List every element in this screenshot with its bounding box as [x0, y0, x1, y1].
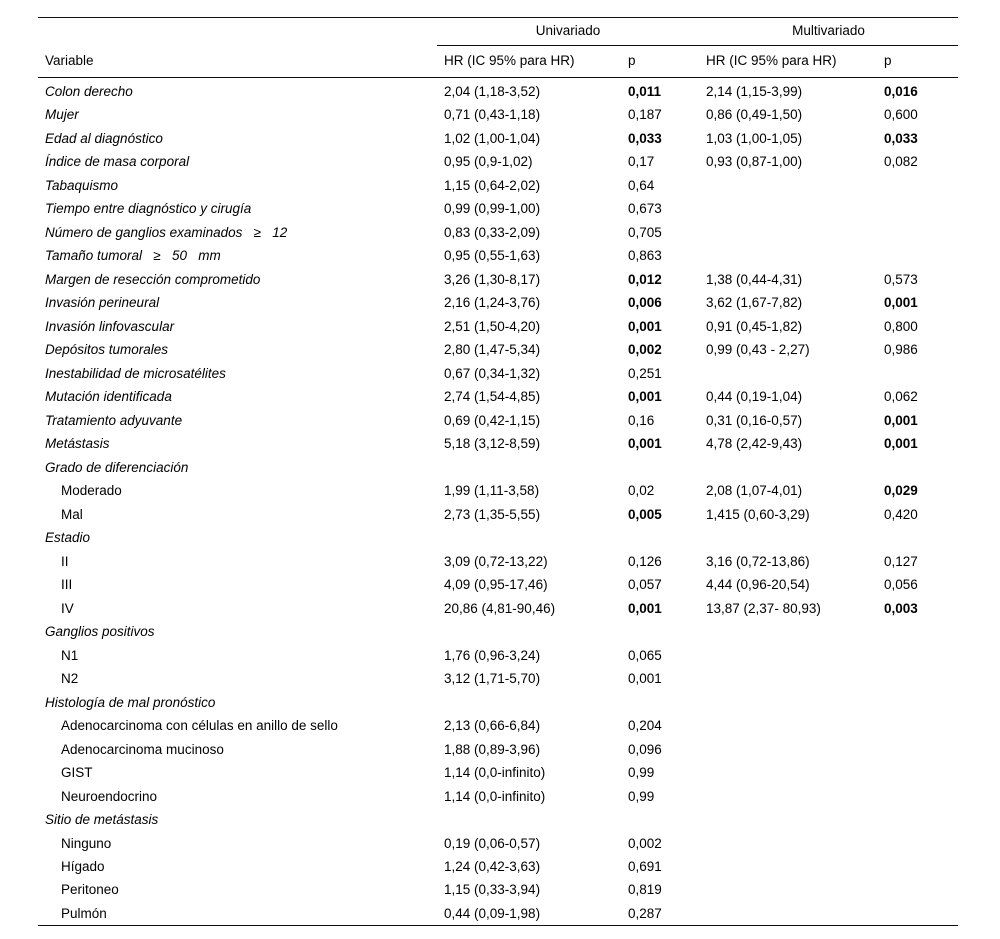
- hr-univariado-cell: 1,15 (0,33-3,94): [444, 882, 541, 898]
- table-row: [38, 644, 958, 667]
- p-multivariado-cell: 0,600: [884, 107, 918, 123]
- hr-univariado-cell: [437, 620, 621, 643]
- variable-cell: Mal: [61, 506, 83, 522]
- variable-cell: Tamaño tumoral ≥ 50 mm: [45, 248, 221, 264]
- variable-cell: Ninguno: [61, 835, 112, 851]
- hr-multivariado-cell: [699, 244, 877, 267]
- hr-multivariado-cell: [699, 362, 877, 385]
- hr-multivariado-cell: [699, 197, 877, 220]
- hr-univariado-cell: 2,80 (1,47-5,34): [444, 342, 541, 358]
- hr-multivariado-cell: 0,91 (0,45-1,82): [706, 318, 803, 334]
- hr-multivariado-cell: [699, 808, 877, 831]
- table-row: [38, 808, 958, 831]
- hr-multivariado-cell: [699, 667, 877, 690]
- p-multivariado-cell: [877, 808, 958, 831]
- p-multivariado-cell: 0,003: [884, 600, 918, 616]
- p-univariado-cell: 0,033: [628, 130, 662, 146]
- p-multivariado-cell: 0,573: [884, 271, 918, 287]
- p-univariado-cell: 0,251: [628, 365, 662, 381]
- variable-cell: Depósitos tumorales: [45, 342, 169, 358]
- p-univariado-cell: 0,64: [628, 177, 655, 193]
- p-univariado-cell: 0,001: [628, 600, 662, 616]
- variable-cell: II: [61, 553, 69, 569]
- p-univariado-cell: 0,705: [628, 224, 662, 240]
- p-multivariado-cell: 0,082: [884, 154, 918, 170]
- hr-multivariado-cell: [699, 691, 877, 714]
- hr-univariado-cell: 3,09 (0,72-13,22): [444, 553, 548, 569]
- variable-cell: Colon derecho: [45, 84, 133, 99]
- hr-multivariado-cell: [699, 620, 877, 643]
- table-row: [38, 479, 958, 502]
- hr-multivariado-cell: 2,08 (1,07-4,01): [706, 483, 803, 499]
- hr-univariado-cell: 0,95 (0,55-1,63): [444, 248, 541, 264]
- hr-univariado-cell: 3,12 (1,71-5,70): [444, 671, 541, 687]
- p-multivariado-cell: 0,029: [884, 483, 918, 499]
- hr-multivariado-cell: [699, 174, 877, 197]
- table-row: [38, 737, 958, 760]
- hr-multivariado-cell: 13,87 (2,37- 80,93): [706, 600, 821, 616]
- p-multivariado-cell: [877, 878, 958, 901]
- p-multivariado-cell: 0,127: [884, 553, 918, 569]
- hr-univariado-cell: 20,86 (4,81-90,46): [444, 600, 556, 616]
- p-multivariado-cell: 0,800: [884, 318, 918, 334]
- hr-univariado-cell: 1,99 (1,11-3,58): [444, 483, 540, 499]
- hr-multivariado-cell: [699, 526, 877, 549]
- p-multivariado-cell: [877, 362, 958, 385]
- column-header-row: [38, 46, 958, 78]
- p-multivariado-cell: [877, 761, 958, 784]
- p-multivariado-cell: [877, 667, 958, 690]
- variable-cell: Índice de masa corporal: [45, 154, 190, 170]
- hr-univariado-cell: 2,13 (0,66-6,84): [444, 718, 541, 734]
- p-univariado-cell: 0,17: [628, 154, 655, 170]
- hr-multivariado-cell: 1,415 (0,60-3,29): [706, 506, 810, 522]
- hr-univariado-cell: 0,95 (0,9-1,02): [444, 154, 533, 170]
- p-multivariado-cell: [877, 197, 958, 220]
- hr-multivariado-cell: [699, 902, 877, 926]
- variable-cell: Pulmón: [61, 905, 107, 921]
- variable-cell: Margen de resección comprometido: [45, 271, 261, 287]
- hr-univariado-cell: [437, 808, 621, 831]
- p-univariado-cell: 0,096: [628, 741, 662, 757]
- p-univariado-cell: [621, 456, 699, 479]
- hr-univariado-cell: 0,83 (0,33-2,09): [444, 224, 541, 240]
- variable-cell: Histología de mal pronóstico: [45, 694, 216, 710]
- hr-multivariado-cell: [699, 737, 877, 760]
- variable-cell: GIST: [61, 765, 93, 781]
- hr-univariado-cell: 0,44 (0,09-1,98): [444, 905, 541, 921]
- p-univariado-cell: 0,02: [628, 483, 655, 499]
- hr-univariado-cell: 3,26 (1,30-8,17): [444, 271, 541, 287]
- hr-multivariado-column-header: HR (IC 95% para HR): [699, 46, 877, 78]
- table-row: [38, 409, 958, 432]
- table-row: [38, 902, 958, 926]
- hr-univariado-cell: 1,76 (0,96-3,24): [444, 647, 541, 663]
- p-univariado-cell: 0,006: [628, 295, 662, 311]
- variable-cell: Moderado: [61, 483, 122, 499]
- hr-multivariado-cell: [699, 221, 877, 244]
- table-row: [38, 338, 958, 361]
- results-table: [38, 17, 958, 926]
- table-row: [38, 432, 958, 455]
- p-univariado-cell: 0,001: [628, 389, 662, 405]
- table-row: [38, 103, 958, 126]
- table-row: [38, 761, 958, 784]
- p-multivariado-cell: 0,001: [884, 295, 918, 311]
- variable-cell: N1: [61, 647, 79, 663]
- p-univariado-cell: [621, 620, 699, 643]
- p-univariado-cell: 0,001: [628, 671, 662, 687]
- p-multivariado-cell: [877, 221, 958, 244]
- group-header-spacer: [38, 18, 437, 46]
- table-row: [38, 174, 958, 197]
- p-univariado-cell: 0,819: [628, 882, 662, 898]
- variable-cell: Ganglios positivos: [45, 624, 155, 640]
- p-multivariado-cell: 0,062: [884, 389, 918, 405]
- p-univariado-cell: 0,204: [628, 718, 662, 734]
- p-multivariado-cell: [877, 831, 958, 854]
- variable-cell: Inestabilidad de microsatélites: [45, 365, 226, 381]
- hr-multivariado-cell: 0,86 (0,49-1,50): [706, 107, 803, 123]
- hr-multivariado-cell: [699, 878, 877, 901]
- table-row: [38, 362, 958, 385]
- p-multivariado-cell: 0,001: [884, 412, 918, 428]
- hr-multivariado-cell: 4,78 (2,42-9,43): [706, 436, 803, 452]
- table-row: [38, 503, 958, 526]
- p-multivariado-cell: [877, 784, 958, 807]
- variable-cell: Invasión linfovascular: [45, 318, 175, 334]
- hr-univariado-cell: 1,14 (0,0-infinito): [444, 765, 546, 781]
- hr-multivariado-cell: 0,44 (0,19-1,04): [706, 389, 803, 405]
- table-row: [38, 878, 958, 901]
- multivariado-group-header: Multivariado: [699, 18, 958, 46]
- table-row: [38, 150, 958, 173]
- variable-cell: IV: [61, 600, 74, 616]
- p-multivariado-cell: [877, 244, 958, 267]
- hr-multivariado-cell: 0,31 (0,16-0,57): [706, 412, 803, 428]
- p-univariado-cell: 0,065: [628, 647, 662, 663]
- variable-cell: N2: [61, 671, 79, 687]
- p-univariado-cell: 0,691: [628, 858, 662, 874]
- hr-multivariado-cell: 3,62 (1,67-7,82): [706, 295, 803, 311]
- p-univariado-cell: 0,863: [628, 248, 662, 264]
- hr-univariado-cell: 2,16 (1,24-3,76): [444, 295, 541, 311]
- hr-univariado-cell: 1,88 (0,89-3,96): [444, 741, 541, 757]
- p-univariado-cell: 0,99: [628, 788, 655, 804]
- hr-multivariado-cell: [699, 831, 877, 854]
- hr-univariado-cell: 1,02 (1,00-1,04): [444, 130, 541, 146]
- p-univariado-cell: 0,001: [628, 436, 662, 452]
- variable-cell: Estadio: [45, 530, 91, 546]
- table-row: [38, 573, 958, 596]
- hr-multivariado-cell: 3,16 (0,72-13,86): [706, 553, 810, 569]
- hr-multivariado-cell: 4,44 (0,96-20,54): [706, 577, 810, 593]
- hr-univariado-cell: [437, 691, 621, 714]
- hr-univariado-cell: 2,74 (1,54-4,85): [444, 389, 541, 405]
- p-multivariado-cell: [877, 737, 958, 760]
- p-multivariado-cell: [877, 902, 958, 926]
- variable-cell: Tiempo entre diagnóstico y cirugía: [45, 201, 252, 217]
- variable-cell: Hígado: [61, 858, 105, 874]
- hr-univariado-cell: 2,73 (1,35-5,55): [444, 506, 541, 522]
- p-multivariado-cell: [877, 620, 958, 643]
- table-row: [38, 385, 958, 408]
- variable-cell: Peritoneo: [61, 882, 119, 898]
- p-multivariado-cell: [877, 644, 958, 667]
- p-multivariado-cell: 0,033: [884, 130, 918, 146]
- table-header: [38, 18, 958, 78]
- hr-univariado-cell: 5,18 (3,12-8,59): [444, 436, 541, 452]
- variable-cell: Metástasis: [45, 436, 110, 452]
- p-univariado-cell: 0,287: [628, 905, 662, 921]
- p-univariado-cell: 0,005: [628, 506, 662, 522]
- p-multivariado-cell: 0,420: [884, 506, 918, 522]
- p-univariado-cell: 0,16: [628, 412, 655, 428]
- p-univariado-cell: [621, 526, 699, 549]
- table-row: [38, 456, 958, 479]
- variable-column-header: Variable: [38, 46, 437, 78]
- hr-univariado-cell: 0,19 (0,06-0,57): [444, 835, 541, 851]
- hr-multivariado-cell: 2,14 (1,15-3,99): [706, 84, 803, 99]
- table-row: [38, 855, 958, 878]
- p-multivariado-cell: [877, 174, 958, 197]
- hr-univariado-column-header: HR (IC 95% para HR): [437, 46, 621, 78]
- table-row: [38, 127, 958, 150]
- table-row: [38, 526, 958, 549]
- p-multivariado-cell: [877, 456, 958, 479]
- table-row: [38, 714, 958, 737]
- p-multivariado-cell: [877, 526, 958, 549]
- p-univariado-cell: 0,002: [628, 342, 662, 358]
- p-univariado-cell: 0,001: [628, 318, 662, 334]
- table-row: [38, 784, 958, 807]
- p-univariado-cell: 0,011: [628, 84, 662, 99]
- table-row: [38, 197, 958, 220]
- hr-multivariado-cell: [699, 784, 877, 807]
- table-body: [38, 78, 958, 926]
- variable-cell: Número de ganglios examinados ≥ 12: [45, 224, 288, 240]
- p-univariado-cell: 0,002: [628, 835, 662, 851]
- hr-univariado-cell: 4,09 (0,95-17,46): [444, 577, 548, 593]
- hr-univariado-cell: [437, 526, 621, 549]
- hr-multivariado-cell: [699, 761, 877, 784]
- variable-cell: Invasión perineural: [45, 295, 160, 311]
- p-multivariado-cell: 0,056: [884, 577, 918, 593]
- variable-cell: Adenocarcinoma mucinoso: [61, 741, 224, 757]
- table-row: [38, 620, 958, 643]
- variable-cell: Mutación identificada: [45, 389, 172, 405]
- p-multivariado-cell: [877, 691, 958, 714]
- p-multivariado-cell: 0,986: [884, 342, 918, 358]
- table-row: [38, 691, 958, 714]
- hr-multivariado-cell: 0,99 (0,43 - 2,27): [706, 342, 810, 358]
- hr-univariado-cell: 1,14 (0,0-infinito): [444, 788, 546, 804]
- hr-multivariado-cell: [699, 644, 877, 667]
- p-univariado-cell: 0,126: [628, 553, 662, 569]
- variable-cell: Edad al diagnóstico: [45, 130, 163, 146]
- p-univariado-cell: 0,057: [628, 577, 662, 593]
- hr-univariado-cell: 0,71 (0,43-1,18): [444, 107, 541, 123]
- hr-multivariado-cell: 0,93 (0,87-1,00): [706, 154, 803, 170]
- table-row: [38, 550, 958, 573]
- hr-multivariado-cell: 1,38 (0,44-4,31): [706, 271, 803, 287]
- table-row: [38, 78, 958, 104]
- table-row: [38, 244, 958, 267]
- p-univariado-cell: 0,99: [628, 765, 655, 781]
- table-row: [38, 597, 958, 620]
- hr-univariado-cell: 1,24 (0,42-3,63): [444, 858, 541, 874]
- p-univariado-cell: [621, 808, 699, 831]
- variable-cell: Tratamiento adyuvante: [45, 412, 183, 428]
- hr-univariado-cell: 0,67 (0,34-1,32): [444, 365, 541, 381]
- variable-cell: Grado de diferenciación: [45, 459, 189, 475]
- hr-multivariado-cell: 1,03 (1,00-1,05): [706, 130, 803, 146]
- p-univariado-cell: 0,187: [628, 107, 662, 123]
- p-multivariado-cell: 0,016: [884, 84, 918, 99]
- p-univariado-cell: [621, 691, 699, 714]
- variable-cell: Adenocarcinoma con células en anillo de sello: [61, 718, 338, 734]
- table-row: [38, 667, 958, 690]
- p-univariado-cell: 0,012: [628, 271, 662, 287]
- p-multivariado-cell: 0,001: [884, 436, 918, 452]
- group-header-row: [38, 18, 958, 46]
- table-row: [38, 315, 958, 338]
- hr-multivariado-cell: [699, 714, 877, 737]
- variable-cell: Sitio de metástasis: [45, 812, 159, 828]
- p-multivariado-cell: [877, 714, 958, 737]
- hr-univariado-cell: 2,04 (1,18-3,52): [444, 84, 541, 99]
- univariado-group-header: Univariado: [437, 18, 699, 46]
- hr-multivariado-cell: [699, 855, 877, 878]
- p-multivariado-column-header: p: [877, 46, 958, 78]
- p-univariado-cell: 0,673: [628, 201, 662, 217]
- hr-univariado-cell: 0,69 (0,42-1,15): [444, 412, 541, 428]
- table-row: [38, 221, 958, 244]
- table-row: [38, 268, 958, 291]
- hr-multivariado-cell: [699, 456, 877, 479]
- p-univariado-column-header: p: [621, 46, 699, 78]
- variable-cell: Neuroendocrino: [61, 788, 158, 804]
- table-row: [38, 831, 958, 854]
- hr-univariado-cell: 0,99 (0,99-1,00): [444, 201, 541, 217]
- variable-cell: Tabaquismo: [45, 177, 119, 193]
- hr-univariado-cell: 1,15 (0,64-2,02): [444, 177, 541, 193]
- variable-cell: Mujer: [45, 107, 79, 123]
- hr-univariado-cell: [437, 456, 621, 479]
- p-multivariado-cell: [877, 855, 958, 878]
- hr-univariado-cell: 2,51 (1,50-4,20): [444, 318, 541, 334]
- table-row: [38, 291, 958, 314]
- variable-cell: III: [61, 577, 73, 593]
